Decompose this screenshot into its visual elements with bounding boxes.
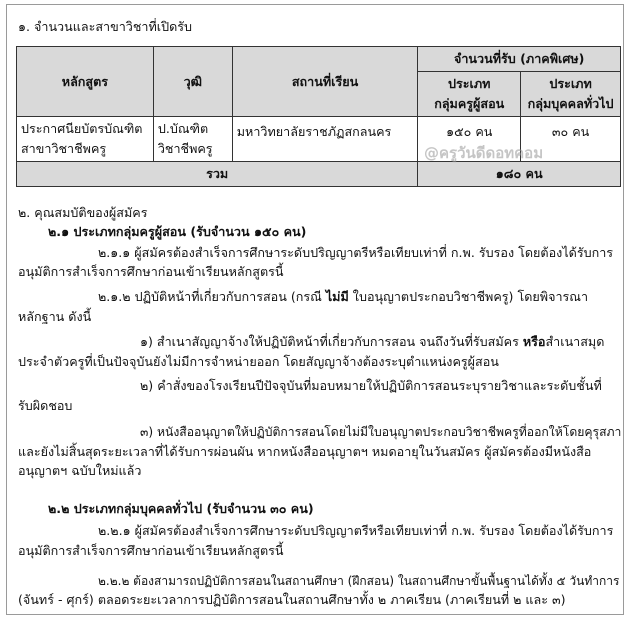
item-2-line1: ๒) คำสั่งของโรงเรียนปีปัจจุบันที่มอบหมายให้ปฏิบัติการสอนระบุรายวิชาและระดับชั้นที่	[140, 378, 602, 393]
item-3-line2: และยังไม่สิ้นสุดระยะเวลาที่ได้รับการผ่อนผัน หากหนังสืออนุญาตฯ หมดอายุในวันสมัคร ผู้สมัครต้องมีหนังสือ	[18, 444, 592, 459]
para-2-1-1-line1: ๒.๑.๑ ผู้สมัครต้องสำเร็จการศึกษาระดับปริญญาตรีหรือเทียบเท่าที่ ก.พ. รับรอง โดยต้องได้รับการ	[98, 245, 614, 260]
cell-degree	[153, 117, 232, 162]
section-2-heading: ๒. คุณสมบัติของผู้สมัคร	[18, 205, 148, 220]
para-2-2-2-line1: ๒.๒.๒ ต้องสามารถปฏิบัติการสอนในสถานศึกษา (ฝึกสอน) ในสถานศึกษาขั้นพื้นฐานได้ทั้ง ๕ วันทำการ	[98, 574, 620, 588]
header-type-general	[521, 72, 621, 117]
para-2-1-1-line2: อนุมัติการสำเร็จการศึกษาก่อนเข้าเรียนหลักสูตรนี้	[18, 264, 284, 279]
cell-degree-line1: ป.บัณฑิต	[157, 121, 209, 136]
header-course: หลักสูตร	[17, 47, 154, 117]
header-type-teacher-line1: ประเภท	[448, 76, 491, 91]
item-1-line1	[140, 334, 604, 350]
cell-course-line2: สาขาวิชาชีพครู	[21, 141, 107, 156]
item-3-line1: ๓) หนังสืออนุญาตให้ปฏิบัติการสอนโดยไม่มีใบอนุญาตประกอบวิชาชีพครูที่ออกให้โดยคุรุสภา	[140, 425, 622, 439]
header-type-teacher-line2: กลุ่มครูผู้สอน	[434, 96, 505, 111]
quota-table	[16, 46, 621, 187]
cell-degree-line2: วิชาชีพครู	[157, 141, 213, 156]
subsection-2-1-heading: ๒.๑ ประเภทกลุ่มครูผู้สอน (รับจำนวน ๑๕๐ คน)	[48, 224, 307, 239]
para-2-1-2-post: ใบอนุญาตประกอบวิชาชีพครู) โดยพิจารณา	[352, 289, 589, 304]
item-1-line2: ประจำตัวครูที่เป็นปัจจุบันยังไม่มีการจำหน่ายออก โดยสัญญาจ้างต้องระบุตำแหน่งครูผู้สอน	[18, 354, 499, 369]
item-1-bold: หรือ	[522, 334, 546, 349]
section-1-heading: ๑. จำนวนและสาขาวิชาที่เปิดรับ	[18, 19, 193, 34]
para-2-2-1-line2: อนุมัติการสำเร็จการศึกษาก่อนเข้าเรียนหลักสูตรนี้	[18, 543, 284, 558]
header-degree: วุฒิ	[153, 47, 232, 117]
para-2-1-2-line1	[98, 289, 588, 305]
cell-general-count-text: ๓๐ คน	[551, 124, 590, 139]
item-1-post: สำเนาสมุด	[545, 334, 605, 349]
cell-teacher-count-text: ๑๕๐ คน	[446, 124, 493, 139]
para-2-1-2-line2: หลักฐาน ดังนี้	[18, 309, 92, 324]
total-label: รวม	[17, 162, 418, 187]
header-quota: จำนวนที่รับ (ภาคพิเศษ)	[418, 47, 621, 72]
cell-course	[17, 117, 154, 162]
header-type-general-line1: ประเภท	[549, 76, 592, 91]
para-2-1-2-bold: ไม่มี	[325, 289, 349, 304]
header-type-general-line2: กลุ่มบุคคลทั่วไป	[527, 96, 614, 111]
total-value: ๑๘๐ คน	[418, 162, 621, 187]
item-1-pre: ๑) สำเนาสัญญาจ้างให้ปฏิบัติหน้าที่เกี่ยวกับการสอน จนถึงวันที่รับสมัคร	[140, 334, 519, 349]
item-2-line2: รับผิดชอบ	[18, 398, 73, 413]
total-row	[17, 162, 621, 187]
header-type-teacher	[418, 72, 521, 117]
cell-course-line1: ประกาศนียบัตรบัณฑิต	[21, 121, 143, 136]
cell-place-text: มหาวิทยาลัยราชภัฏสกลนคร	[236, 124, 392, 139]
header-place: สถานที่เรียน	[232, 47, 418, 117]
watermark-text: @ครูวันดีดอทคอม	[424, 144, 544, 162]
para-2-1-2-pre: ๒.๑.๒ ปฏิบัติหน้าที่เกี่ยวกับการสอน (กรณี	[98, 289, 322, 304]
subsection-2-2-heading: ๒.๒ ประเภทกลุ่มบุคคลทั่วไป (รับจำนวน ๓๐ คน)	[48, 501, 314, 516]
cell-place	[232, 117, 418, 162]
para-2-2-2-line2: (จันทร์ - ศุกร์) ตลอดระยะเวลาการปฏิบัติการสอนในสถานศึกษาทั้ง ๒ ภาคเรียน (ภาคเรียนที่ ๒ และ ๓)	[18, 592, 566, 607]
item-3-line3: อนุญาตฯ ฉบับใหม่แล้ว	[18, 463, 142, 478]
para-2-2-1-line1: ๒.๒.๑ ผู้สมัครต้องสำเร็จการศึกษาระดับปริญญาตรีหรือเทียบเท่าที่ ก.พ. รับรอง โดยต้องได้รับการ	[98, 523, 614, 538]
